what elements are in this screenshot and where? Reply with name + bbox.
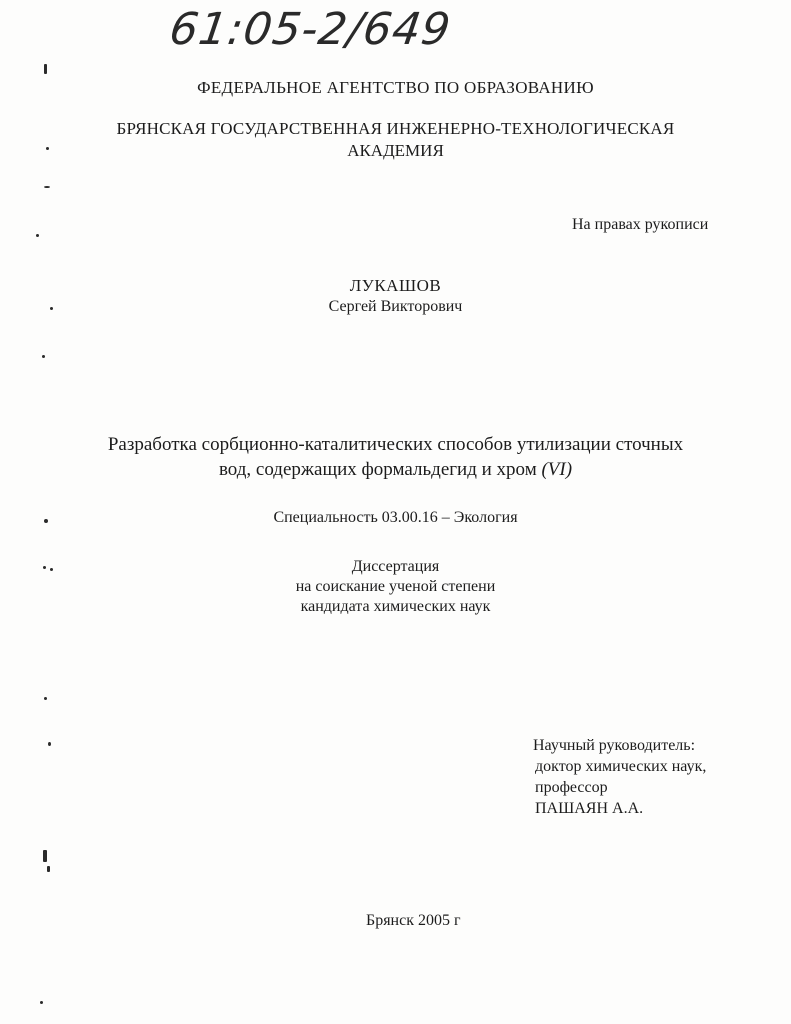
scan-speck bbox=[43, 850, 47, 862]
thesis-title-line2 bbox=[0, 459, 791, 481]
scan-speck bbox=[40, 1001, 43, 1004]
handwritten-archive-code: 61:05-2/649 bbox=[166, 4, 455, 55]
academy-heading-line1: БРЯНСКАЯ ГОСУДАРСТВЕННАЯ ИНЖЕНЕРНО-ТЕХНОЛОГИЧЕСКАЯ bbox=[116, 119, 675, 138]
speciality-line: Специальность 03.00.16 – Экология bbox=[273, 509, 518, 526]
scan-speck bbox=[44, 519, 48, 523]
supervisor-name: ПАШАЯН А.А. bbox=[535, 800, 644, 817]
author-name: Сергей Викторович bbox=[328, 298, 463, 315]
thesis-title-line1: Разработка сорбционно-каталитических способов утилизации сточных bbox=[107, 434, 684, 455]
scan-speck bbox=[43, 566, 46, 569]
scan-speck bbox=[44, 186, 50, 188]
manuscript-rights-note: На правах рукописи bbox=[572, 216, 709, 233]
scan-speck bbox=[50, 307, 53, 310]
scan-speck bbox=[46, 147, 49, 150]
supervisor-label: Научный руководитель: bbox=[533, 737, 696, 754]
thesis-title-roman: (VI) bbox=[541, 459, 573, 480]
degree-name-line: кандидата химических наук bbox=[300, 598, 491, 615]
author-surname: ЛУКАШОВ bbox=[349, 276, 442, 295]
supervisor-degree: доктор химических наук, bbox=[535, 758, 707, 775]
scan-speck bbox=[42, 355, 45, 358]
supervisor-rank: профессор bbox=[535, 779, 608, 796]
scan-speck bbox=[47, 866, 50, 872]
dissertation-label: Диссертация bbox=[351, 558, 440, 575]
academy-heading-line2: АКАДЕМИЯ bbox=[347, 141, 444, 160]
scan-speck bbox=[44, 64, 47, 74]
scan-speck bbox=[50, 568, 53, 571]
scan-speck bbox=[36, 234, 39, 237]
degree-purpose-line: на соискание ученой степени bbox=[295, 578, 496, 595]
agency-heading: ФЕДЕРАЛЬНОЕ АГЕНТСТВО ПО ОБРАЗОВАНИЮ bbox=[197, 78, 594, 97]
scan-speck bbox=[48, 742, 51, 746]
place-and-year: Брянск 2005 г bbox=[366, 912, 461, 929]
scan-speck bbox=[44, 697, 47, 700]
thesis-title-line2-text: вод, содержащих формальдегид и хром bbox=[218, 459, 542, 480]
